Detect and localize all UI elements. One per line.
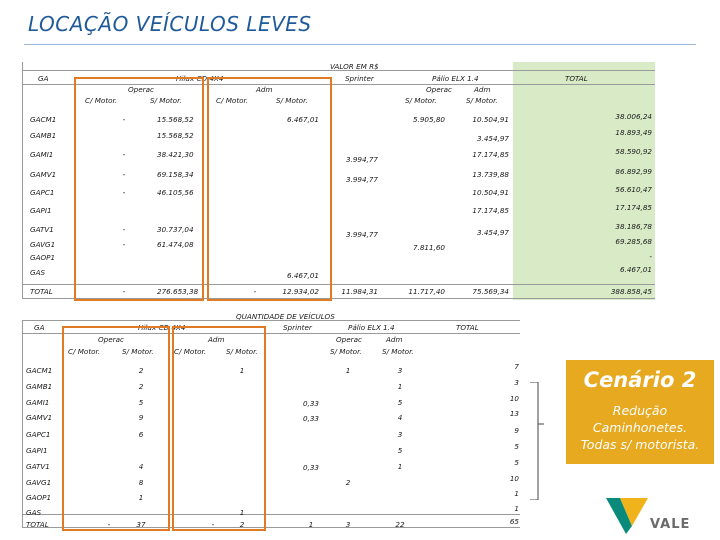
quantity-cell-palio_adm: 1 [397,382,403,391]
value-cell-palio_adm: 10.504,91 [472,188,509,197]
quantity-cell-ga: GAVG1 [26,478,52,487]
ga-code-cell: GAOP1 [30,253,56,262]
quantity-cell-h_adm_sm: 1 [239,366,245,375]
quantity-cell-total: 13 [509,409,519,418]
scenario-line-3: Todas s/ motorista. [580,437,700,452]
ga-header: GA [38,74,49,83]
quantity-total-h_adm_sm: 2 [239,520,245,529]
scenario-title: Cenário 2 [583,368,697,392]
quantity-cell-total: 10 [509,394,519,403]
scenario-line-2: Caminhonetes. [592,420,688,435]
value-header: VALOR EM R$ [330,62,379,71]
palio-adm-sm-header: S/ Motor. [466,96,498,105]
value-cell-ga: GAVG1 [30,240,56,249]
value-cell-total: 6.467,01 [619,265,652,274]
quantity-cell-total: 3 [514,378,519,387]
quantity-cell-ga: GAPI1 [26,446,48,455]
value-cell-sprinter: 3.994,77 [345,230,378,239]
total-row-h_op_cm: - [122,287,126,296]
value-cell-h_adm_sm: 6.467,01 [286,271,319,280]
quantity-cell-h_op_sm: 2 [138,366,144,375]
value-cell-h_op_cm: - [122,150,126,159]
value-cell-h_op_sm: 15.568,52 [157,115,194,124]
quantity-total-sprinter: 1 [308,520,314,529]
value-cell-palio_op: 7.811,60 [412,243,445,252]
quantity-cell-total: 7 [514,362,519,371]
sprinter-header-2: Sprinter [283,323,312,332]
value-cell-total: 38.186,78 [615,222,652,231]
palio-adm-header: Adm [474,85,491,94]
quantity-cell-palio_adm: 5 [397,446,403,455]
quantity-cell-ga: GAMV1 [26,413,53,422]
hilux-header: Hilux CD 4X4 [176,74,224,83]
quantity-total-total: 65 [509,517,519,526]
page-title: LOCAÇÃO VEÍCULOS LEVES [28,12,312,36]
quantity-cell-total: 1 [514,489,519,498]
palio-operac-header: Operac [426,85,452,94]
value-cell-ga: GAMV1 [30,170,57,179]
quantity-cell-h_op_sm: 4 [138,462,144,471]
value-cell-ga: GAPI1 [30,206,52,215]
quantity-cell-h_op_sm: 5 [138,398,144,407]
quantity-cell-total: 10 [509,474,519,483]
quantity-cell-sprinter: 0,33 [302,414,319,423]
value-cell-h_op_sm: 69.158,34 [157,170,194,179]
quantity-total-palio_op: 3 [345,520,351,529]
total-row-ga: TOTAL [30,287,53,296]
quantity-cell-ga: GAOP1 [26,493,52,502]
value-cell-h_op_sm: 15.568,52 [157,131,194,140]
value-cell-ga: GATV1 [30,225,54,234]
quantity-cell-h_op_sm: 2 [138,382,144,391]
quantity-cell-sprinter: 0,33 [302,399,319,408]
value-cell-total: 17.174,85 [615,203,652,212]
total-row-sprinter: 11.984,31 [341,287,378,296]
value-cell-h_op_cm: - [122,170,126,179]
value-cell-total: 69.285,68 [615,237,652,246]
value-cell-total: 58.590,92 [615,147,652,156]
hilux-adm-sm-header: S/ Motor. [276,96,308,105]
palio-header: Pálio ELX 1.4 [432,74,479,83]
quantity-cell-ga: GATV1 [26,462,50,471]
ga-header-2: GA [34,323,45,332]
palio-op-sm-header-2: S/ Motor. [330,347,362,356]
quantity-cell-h_op_sm: 6 [138,430,144,439]
value-cell-palio_adm: 10.504,91 [472,115,509,124]
quantity-cell-palio_op: 2 [345,478,351,487]
quantity-cell-h_op_sm: 9 [138,413,144,422]
total-row-h_adm_cm: - [253,287,257,296]
value-cell-palio_adm: 13.739,88 [472,170,509,179]
value-cell-ga: GACM1 [30,115,57,124]
quantity-cell-palio_adm: 1 [397,462,403,471]
quantity-cell-ga: GACM1 [26,366,53,375]
quantity-cell-h_op_sm: 1 [138,493,144,502]
hilux-adm-header-2: Adm [208,335,225,344]
hilux-op-cm-header: C/ Motor. [85,96,118,105]
total-row-h_adm_sm: 12.934,02 [282,287,319,296]
palio-header-2: Pálio ELX 1.4 [348,323,395,332]
value-cell-h_op_sm: 30.737,04 [157,225,194,234]
value-cell-ga: GAS [30,268,46,277]
quantity-cell-h_adm_sm: 1 [239,508,245,517]
quantity-cell-palio_adm: 3 [397,430,403,439]
hilux-operac-header: Operac [128,85,154,94]
quantity-total-ga: TOTAL [26,520,49,529]
quantity-cell-palio_op: 1 [345,366,351,375]
value-cell-h_op_sm: 46.105,56 [157,188,194,197]
total-header: TOTAL [565,74,588,83]
hilux-header-2: Hilux CD 4X4 [138,323,186,332]
quantity-total-palio_adm: 22 [395,520,405,529]
bracket-connector [530,382,544,500]
hilux-op-sm-header: S/ Motor. [150,96,182,105]
value-cell-total: - [649,252,652,261]
quantity-cell-palio_adm: 5 [397,398,403,407]
quantity-cell-total: 9 [514,426,519,435]
value-cell-h_op_cm: - [122,240,126,249]
scenario-description [566,402,714,453]
quantity-cell-h_op_sm: 8 [138,478,144,487]
vale-logo-text: VALE [650,517,691,532]
sprinter-header: Sprinter [345,74,374,83]
value-cell-palio_adm: 17.174,85 [472,206,509,215]
palio-adm-sm-header-2: S/ Motor. [382,347,414,356]
value-cell-total: 38.006,24 [615,112,652,121]
quantity-cell-palio_adm: 3 [397,366,403,375]
scenario-line-1: Redução [612,403,668,418]
value-cell-palio_adm: 3.454,97 [476,134,509,143]
quantity-cell-sprinter: 0,33 [302,463,319,472]
total-row-h_op_sm: 276.653,38 [157,287,199,296]
palio-adm-header-2: Adm [386,335,403,344]
hilux-op-sm-header-2: S/ Motor. [122,347,154,356]
quantity-cell-total: 5 [514,458,519,467]
quantity-cell-ga: GAMB1 [26,382,53,391]
value-cell-ga: GAMB1 [30,131,57,140]
quantity-cell-total: 5 [514,442,519,451]
quantity-cell-palio_adm: 4 [397,413,403,422]
quantity-header: QUANTIDADE DE VEÍCULOS [236,312,335,321]
value-cell-h_op_sm: 38.421,30 [157,150,194,159]
highlight-hilux-operac-qty [62,326,170,531]
value-cell-h_op_cm: - [122,188,126,197]
hilux-adm-sm-header-2: S/ Motor. [226,347,258,356]
value-cell-total: 86.892,99 [615,167,652,176]
highlight-hilux-adm-qty [172,326,266,531]
quantity-cell-total: 1 [514,504,519,513]
quantity-cell-ga: GAS [26,508,42,517]
value-cell-h_op_cm: - [122,115,126,124]
quantity-total-h_adm_cm: - [211,520,215,529]
quantity-cell-ga: GAMI1 [26,398,50,407]
value-cell-ga: GAMI1 [30,150,54,159]
quantity-cell-ga: GAPC1 [26,430,51,439]
hilux-operac-header-2: Operac [98,335,124,344]
total-row-total: 388.858,45 [610,287,652,296]
value-cell-palio_op: 5.905,80 [412,115,445,124]
palio-operac-header-2: Operac [336,335,362,344]
total-row-palio_op: 11.717,40 [408,287,445,296]
value-cell-sprinter: 3.994,77 [345,155,378,164]
total-header-2: TOTAL [456,323,479,332]
palio-op-sm-header: S/ Motor. [405,96,437,105]
quantity-total-h_op_cm: - [107,520,111,529]
value-cell-h_adm_sm: 6.467,01 [286,115,319,124]
hilux-op-cm-header-2: C/ Motor. [68,347,101,356]
hilux-adm-cm-header: C/ Motor. [216,96,249,105]
hilux-adm-cm-header-2: C/ Motor. [174,347,207,356]
value-cell-total: 56.610,47 [615,185,652,194]
value-cell-total: 18.893,49 [615,128,652,137]
value-cell-palio_adm: 3.454,97 [476,228,509,237]
quantity-total-h_op_sm: 37 [136,520,146,529]
vale-logo-icon [606,494,648,534]
value-cell-ga: GAPC1 [30,188,55,197]
value-cell-sprinter: 3.994,77 [345,175,378,184]
total-row-palio_adm: 75.569,34 [472,287,509,296]
hilux-adm-header: Adm [256,85,273,94]
value-cell-h_op_sm: 61.474,08 [157,240,194,249]
value-cell-palio_adm: 17.174,85 [472,150,509,159]
value-cell-h_op_cm: - [122,225,126,234]
